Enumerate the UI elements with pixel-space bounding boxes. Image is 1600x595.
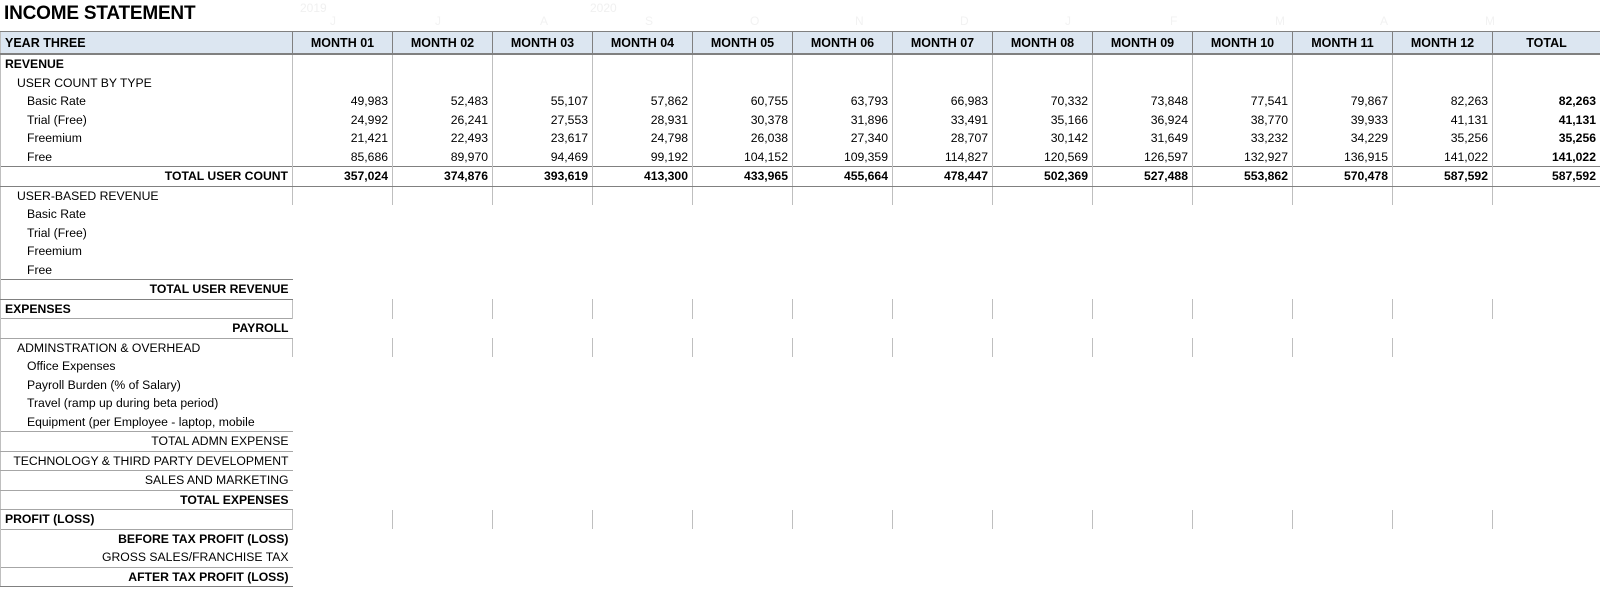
group-label-user-count: USER COUNT BY TYPE: [1, 74, 293, 93]
data-cell: 28,707: [893, 129, 993, 148]
data-cell: 55,107: [493, 92, 593, 111]
watermark-month: N: [855, 14, 864, 28]
data-cell: 587,592: [1393, 167, 1493, 187]
group-label-user-revenue: USER-BASED REVENUE: [1, 186, 293, 205]
data-cell: 77,541: [1193, 92, 1293, 111]
empty-cell: [1293, 74, 1393, 93]
empty-cell: [393, 299, 493, 319]
data-cell: 73,848: [1093, 92, 1193, 111]
data-cell: 57,862: [593, 92, 693, 111]
data-cell: 94,469: [493, 148, 593, 167]
watermark-year: 2020: [590, 1, 617, 15]
row-free-count: [1, 148, 1600, 167]
row-label: Basic Rate: [1, 92, 293, 111]
group-user-count: [1, 74, 1600, 93]
row-office-expenses: [1, 357, 1600, 376]
background-chart-watermark: [0, 0, 1600, 30]
data-cell: 455,664: [793, 167, 893, 187]
row-trial-free-revenue: [1, 224, 1600, 243]
empty-cell: [1193, 186, 1293, 205]
currency-cell: [593, 338, 693, 357]
data-cell: 38,770: [1193, 111, 1293, 130]
data-cell: 21,421: [293, 129, 393, 148]
data-cell: 24,992: [293, 111, 393, 130]
empty-cell: [493, 74, 593, 93]
currency-cell: [493, 338, 593, 357]
currency-cell: [293, 338, 393, 357]
group-label-admin: ADMINSTRATION & OVERHEAD: [1, 338, 293, 357]
section-label-revenue: REVENUE: [1, 54, 293, 74]
header-month-3[interactable]: MONTH 03: [493, 32, 593, 55]
currency-cell: [1193, 338, 1293, 357]
total-cell: 41,131: [1493, 111, 1600, 130]
row-label: PAYROLL: [1, 319, 293, 339]
page-title: INCOME STATEMENT: [4, 3, 196, 24]
empty-cell: [393, 74, 493, 93]
income-statement-table: [0, 31, 1600, 587]
row-before-tax: [1, 529, 1600, 548]
empty-cell: [1293, 510, 1393, 530]
empty-cell: [493, 186, 593, 205]
section-label-expenses: EXPENSES: [1, 299, 293, 319]
data-cell: 413,300: [593, 167, 693, 187]
row-label: Travel (ramp up during beta period): [1, 394, 293, 413]
watermark-month: J: [1065, 14, 1071, 28]
total-label: TOTAL ADMN EXPENSE: [1, 432, 293, 452]
empty-cell: [693, 54, 793, 74]
row-equipment: [1, 413, 1600, 432]
data-cell: 28,931: [593, 111, 693, 130]
data-cell: 33,491: [893, 111, 993, 130]
empty-cell: [593, 186, 693, 205]
data-cell: 126,597: [1093, 148, 1193, 167]
empty-cell: [293, 54, 393, 74]
row-label: GROSS SALES/FRANCHISE TAX: [1, 548, 293, 567]
data-cell: 36,924: [1093, 111, 1193, 130]
row-label: Freemium: [1, 242, 293, 261]
empty-cell: [1093, 54, 1193, 74]
currency-cell: [1293, 338, 1393, 357]
group-user-revenue: [1, 186, 1600, 205]
data-cell: 141,022: [1393, 148, 1493, 167]
empty-cell: [1193, 510, 1293, 530]
row-total-admn-expense: [1, 432, 1600, 452]
data-cell: 357,024: [293, 167, 393, 187]
empty-cell: [593, 510, 693, 530]
header-month-6[interactable]: MONTH 06: [793, 32, 893, 55]
data-cell: 26,241: [393, 111, 493, 130]
header-month-9[interactable]: MONTH 09: [1093, 32, 1193, 55]
header-month-1[interactable]: MONTH 01: [293, 32, 393, 55]
data-cell: 553,862: [1193, 167, 1293, 187]
data-cell: 570,478: [1293, 167, 1393, 187]
empty-cell: [993, 186, 1093, 205]
data-cell: 114,827: [893, 148, 993, 167]
row-after-tax: [1, 567, 1600, 587]
data-cell: 89,970: [393, 148, 493, 167]
row-payroll: [1, 319, 1600, 339]
data-cell: 79,867: [1293, 92, 1393, 111]
empty-cell: [893, 54, 993, 74]
data-cell: 30,378: [693, 111, 793, 130]
data-cell: 63,793: [793, 92, 893, 111]
row-total-user-count: [1, 167, 1600, 187]
data-cell: 52,483: [393, 92, 493, 111]
header-year-label[interactable]: YEAR THREE: [1, 32, 293, 55]
row-label: Trial (Free): [1, 111, 293, 130]
empty-cell: [1093, 186, 1193, 205]
section-expenses: [1, 299, 1600, 319]
header-month-11[interactable]: MONTH 11: [1293, 32, 1393, 55]
empty-cell: [893, 510, 993, 530]
empty-cell: [693, 510, 793, 530]
currency-cell: [793, 338, 893, 357]
data-cell: 502,369: [993, 167, 1093, 187]
data-cell: 393,619: [493, 167, 593, 187]
watermark-month: M: [1485, 14, 1495, 28]
empty-cell: [1193, 74, 1293, 93]
empty-cell: [1393, 510, 1493, 530]
empty-cell: [893, 299, 993, 319]
data-cell: 66,983: [893, 92, 993, 111]
empty-cell: [993, 74, 1093, 93]
total-label: TOTAL EXPENSES: [1, 490, 293, 510]
data-cell: 132,927: [1193, 148, 1293, 167]
row-label: Payroll Burden (% of Salary): [1, 376, 293, 395]
empty-cell: [893, 74, 993, 93]
empty-cell: [393, 510, 493, 530]
empty-cell: [793, 186, 893, 205]
data-cell: 27,553: [493, 111, 593, 130]
header-total[interactable]: TOTAL: [1493, 32, 1600, 55]
watermark-year: 2019: [300, 1, 327, 15]
header-month-10[interactable]: MONTH 10: [1193, 32, 1293, 55]
total-cell: 35,256: [1493, 129, 1600, 148]
row-freemium-count: [1, 129, 1600, 148]
empty-cell: [1393, 54, 1493, 74]
row-label: Freemium: [1, 129, 293, 148]
empty-cell: [1293, 54, 1393, 74]
data-cell: 433,965: [693, 167, 793, 187]
section-revenue: [1, 54, 1600, 74]
data-cell: 60,755: [693, 92, 793, 111]
empty-cell: [693, 299, 793, 319]
empty-cell: [593, 74, 693, 93]
empty-cell: [293, 186, 393, 205]
row-sales-marketing: [1, 471, 1600, 491]
data-cell: 35,166: [993, 111, 1093, 130]
row-label: Equipment (per Employee - laptop, mobile: [1, 413, 293, 432]
header-month-7[interactable]: MONTH 07: [893, 32, 993, 55]
row-travel: [1, 394, 1600, 413]
empty-cell: [1393, 186, 1493, 205]
data-cell: 527,488: [1093, 167, 1193, 187]
header-month-4[interactable]: MONTH 04: [593, 32, 693, 55]
data-cell: 33,232: [1193, 129, 1293, 148]
data-cell: 22,493: [393, 129, 493, 148]
row-label: SALES AND MARKETING: [1, 471, 293, 491]
data-cell: 82,263: [1393, 92, 1493, 111]
empty-cell: [293, 74, 393, 93]
header-month-5[interactable]: MONTH 05: [693, 32, 793, 55]
data-cell: 23,617: [493, 129, 593, 148]
data-cell: 35,256: [1393, 129, 1493, 148]
total-cell: 141,022: [1493, 148, 1600, 167]
data-cell: 26,038: [693, 129, 793, 148]
row-label: Basic Rate: [1, 205, 293, 224]
total-label: TOTAL USER COUNT: [1, 167, 293, 187]
data-cell: 31,649: [1093, 129, 1193, 148]
currency-cell: [693, 338, 793, 357]
row-freemium-revenue: [1, 242, 1600, 261]
empty-cell: [393, 186, 493, 205]
data-cell: 120,569: [993, 148, 1093, 167]
currency-cell: [393, 338, 493, 357]
empty-cell: [693, 74, 793, 93]
currency-cell: [993, 338, 1093, 357]
row-label: BEFORE TAX PROFIT (LOSS): [1, 529, 293, 548]
total-cell: 587,592: [1493, 167, 1600, 187]
header-month-8[interactable]: MONTH 08: [993, 32, 1093, 55]
watermark-month: A: [540, 14, 549, 28]
header-month-2[interactable]: MONTH 02: [393, 32, 493, 55]
row-free-revenue: [1, 261, 1600, 280]
watermark-month: S: [645, 14, 654, 28]
row-basic-rate-revenue: [1, 205, 1600, 224]
empty-cell: [993, 54, 1093, 74]
empty-cell: [1293, 186, 1393, 205]
row-label: Trial (Free): [1, 224, 293, 243]
row-trial-free-count: [1, 111, 1600, 130]
row-label: Office Expenses: [1, 357, 293, 376]
watermark-month: M: [1275, 14, 1285, 28]
empty-cell: [1493, 299, 1600, 319]
empty-cell: [1393, 299, 1493, 319]
data-cell: 70,332: [993, 92, 1093, 111]
empty-cell: [1093, 510, 1193, 530]
watermark-month: A: [1380, 14, 1389, 28]
data-cell: 31,896: [793, 111, 893, 130]
empty-cell: [793, 74, 893, 93]
empty-cell: [1093, 299, 1193, 319]
data-cell: 41,131: [1393, 111, 1493, 130]
row-technology: [1, 451, 1600, 471]
row-label: TECHNOLOGY & THIRD PARTY DEVELOPMENT: [1, 451, 293, 471]
section-profit: [1, 510, 1600, 530]
row-gross-tax: [1, 548, 1600, 567]
data-cell: 104,152: [693, 148, 793, 167]
empty-cell: [593, 54, 693, 74]
row-label: AFTER TAX PROFIT (LOSS): [1, 567, 293, 587]
empty-cell: [793, 54, 893, 74]
empty-cell: [593, 299, 693, 319]
watermark-month: O: [750, 14, 760, 28]
data-cell: 49,983: [293, 92, 393, 111]
empty-cell: [1493, 510, 1600, 530]
empty-cell: [493, 299, 593, 319]
empty-cell: [293, 510, 393, 530]
empty-cell: [693, 186, 793, 205]
empty-cell: [993, 510, 1093, 530]
total-label: TOTAL USER REVENUE: [1, 280, 293, 300]
empty-cell: [493, 54, 593, 74]
data-cell: 109,359: [793, 148, 893, 167]
data-cell: 478,447: [893, 167, 993, 187]
empty-cell: [1493, 54, 1600, 74]
row-label: Free: [1, 148, 293, 167]
header-month-12[interactable]: MONTH 12: [1393, 32, 1493, 55]
data-cell: 34,229: [1293, 129, 1393, 148]
currency-cell: [1093, 338, 1193, 357]
data-cell: 99,192: [593, 148, 693, 167]
data-cell: 27,340: [793, 129, 893, 148]
empty-cell: [1093, 74, 1193, 93]
empty-cell: [793, 510, 893, 530]
section-label-profit: PROFIT (LOSS): [1, 510, 293, 530]
empty-cell: [1493, 186, 1600, 205]
empty-cell: [1293, 299, 1393, 319]
watermark-month: F: [1170, 14, 1178, 28]
empty-cell: [493, 510, 593, 530]
table-header-row: [1, 32, 1600, 55]
empty-cell: [793, 299, 893, 319]
data-cell: 374,876: [393, 167, 493, 187]
row-payroll-burden: [1, 376, 1600, 395]
empty-cell: [1193, 299, 1293, 319]
data-cell: 30,142: [993, 129, 1093, 148]
empty-cell: [1193, 54, 1293, 74]
data-cell: 24,798: [593, 129, 693, 148]
row-basic-rate-count: [1, 92, 1600, 111]
row-label: Free: [1, 261, 293, 280]
total-cell: 82,263: [1493, 92, 1600, 111]
data-cell: 136,915: [1293, 148, 1393, 167]
empty-cell: [393, 54, 493, 74]
empty-cell: [1393, 74, 1493, 93]
data-cell: 85,686: [293, 148, 393, 167]
watermark-month: D: [960, 14, 969, 28]
watermark-month: J: [435, 14, 441, 28]
row-total-expenses: [1, 490, 1600, 510]
empty-cell: [293, 299, 393, 319]
empty-cell: [1493, 74, 1600, 93]
empty-cell: [993, 299, 1093, 319]
currency-cell: [1393, 338, 1493, 357]
empty-cell: [893, 186, 993, 205]
data-cell: 39,933: [1293, 111, 1393, 130]
row-total-user-revenue: [1, 280, 1600, 300]
group-admin: [1, 338, 1600, 357]
watermark-month: J: [330, 14, 336, 28]
currency-cell: [893, 338, 993, 357]
